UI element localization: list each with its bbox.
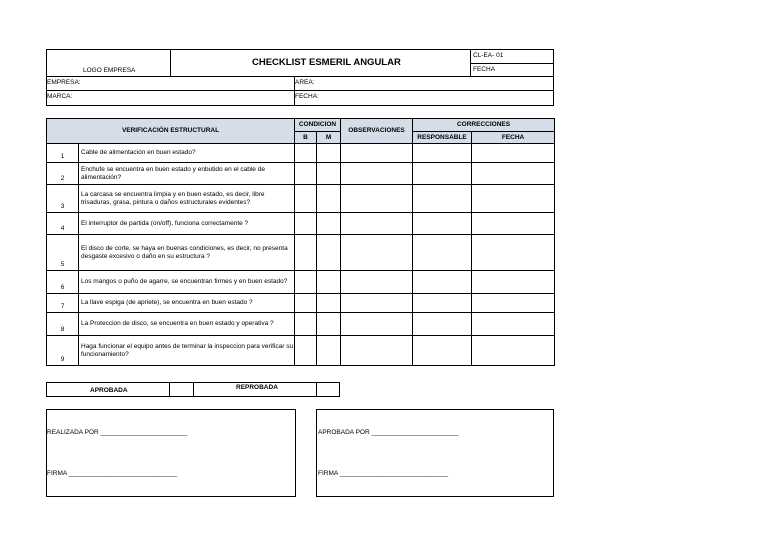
cell-responsable[interactable] <box>413 144 472 163</box>
cell-fecha[interactable] <box>472 163 555 185</box>
aprobada-label: APROBADA <box>90 387 128 394</box>
cell-b[interactable] <box>295 163 317 185</box>
cell-responsable[interactable] <box>413 271 472 294</box>
table-row <box>47 313 555 336</box>
cell-m[interactable] <box>317 313 341 336</box>
cell-m[interactable] <box>317 144 341 163</box>
cell-fecha[interactable] <box>472 185 555 213</box>
cell-responsable[interactable] <box>413 313 472 336</box>
row-question: El interruptor de partida (on/off), funciona correctamente ? <box>79 213 295 235</box>
cell-responsable[interactable] <box>413 294 472 313</box>
table-row <box>47 185 555 213</box>
cell-b[interactable] <box>295 313 317 336</box>
cell-observaciones[interactable] <box>341 235 413 271</box>
condicion-m-header: M <box>317 132 341 144</box>
cell-b[interactable] <box>295 294 317 313</box>
fecha-label: FECHA <box>473 66 496 73</box>
cell-fecha[interactable] <box>472 271 555 294</box>
fecha-col-header: FECHA <box>472 132 555 144</box>
row-number: 5 <box>47 235 79 271</box>
cell-fecha[interactable] <box>472 213 555 235</box>
row-number: 2 <box>47 163 79 185</box>
cell-b[interactable] <box>295 235 317 271</box>
verificacion-header: VERIFICACIÓN ESTRUCTURAL <box>47 119 295 144</box>
cell-fecha[interactable] <box>472 313 555 336</box>
table-row <box>47 235 555 271</box>
row-question: La Proteccion de disco, se encuentra en buen estado y operativa ? <box>79 313 295 336</box>
row-question: Cable de alimentación en buen estado? <box>79 144 295 163</box>
fecha2-field[interactable] <box>294 90 554 106</box>
cell-m[interactable] <box>317 294 341 313</box>
cell-b[interactable] <box>295 271 317 294</box>
table-row <box>47 336 555 366</box>
row-question: El disco de corte, se haya en buenas condiciones, es decir, no presenta desgaste excesivo o daño en su estructura ? <box>79 235 295 271</box>
row-number: 7 <box>47 294 79 313</box>
cell-b[interactable] <box>295 185 317 213</box>
area-field[interactable] <box>294 76 554 91</box>
cell-fecha[interactable] <box>472 235 555 271</box>
table-row <box>47 271 555 294</box>
row-number: 3 <box>47 185 79 213</box>
row-question: La llave espiga (de apriete), se encuentra en buen estado ? <box>79 294 295 313</box>
cell-responsable[interactable] <box>413 163 472 185</box>
row-question: Enchufe se encuentra en buen estado y enbutido en el cable de alimentación? <box>79 163 295 185</box>
cell-m[interactable] <box>317 213 341 235</box>
cell-fecha[interactable] <box>472 294 555 313</box>
cell-m[interactable] <box>317 235 341 271</box>
row-number: 8 <box>47 313 79 336</box>
row-number: 4 <box>47 213 79 235</box>
cell-responsable[interactable] <box>413 235 472 271</box>
observaciones-header: OBSERVACIONES <box>341 119 413 144</box>
firma-left-field[interactable]: FIRMA ______________________________ <box>47 470 178 477</box>
cell-observaciones[interactable] <box>341 271 413 294</box>
table-row <box>47 163 555 185</box>
cell-observaciones[interactable] <box>341 144 413 163</box>
cell-m[interactable] <box>317 185 341 213</box>
firma-right-field[interactable]: FIRMA ______________________________ <box>318 470 449 477</box>
empresa-field[interactable] <box>46 76 295 91</box>
cell-responsable[interactable] <box>413 213 472 235</box>
form-title: CHECKLIST ESMERIL ANGULAR <box>252 57 401 68</box>
condicion-header: CONDICION <box>295 119 341 132</box>
responsable-header: RESPONSABLE <box>413 132 472 144</box>
area-label: AREA: <box>295 79 315 86</box>
form-code: CL-EA- 01 <box>473 52 504 59</box>
table-row <box>47 294 555 313</box>
table-row <box>47 213 555 235</box>
condicion-b-header: B <box>295 132 317 144</box>
cell-b[interactable] <box>295 144 317 163</box>
cell-b[interactable] <box>295 336 317 366</box>
reprobada-label: REPROBADA <box>236 384 278 391</box>
row-number: 9 <box>47 336 79 366</box>
signature-box-right <box>316 409 554 497</box>
aprobada-por-field[interactable]: APROBADA POR ________________________ <box>318 429 459 436</box>
fecha2-label: FECHA: <box>295 93 319 100</box>
logo-label: LOGO EMPRESA <box>83 67 136 74</box>
cell-fecha[interactable] <box>472 144 555 163</box>
cell-m[interactable] <box>317 163 341 185</box>
correcciones-header: CORRECCIONES <box>413 119 555 132</box>
aprobada-checkbox[interactable] <box>169 382 194 397</box>
marca-field[interactable] <box>46 90 295 106</box>
marca-label: MARCA: <box>47 93 73 100</box>
table-row <box>47 144 555 163</box>
cell-responsable[interactable] <box>413 185 472 213</box>
reprobada-checkbox[interactable] <box>316 382 340 397</box>
cell-m[interactable] <box>317 271 341 294</box>
signature-box-left <box>46 409 296 497</box>
cell-observaciones[interactable] <box>341 294 413 313</box>
cell-observaciones[interactable] <box>341 185 413 213</box>
row-question: La carcasa se encuentra limpia y en buen estado, es decir, libre trisaduras, grasa, pintura o daños estructurales evidentes? <box>79 185 295 213</box>
row-number: 1 <box>47 144 79 163</box>
cell-fecha[interactable] <box>472 336 555 366</box>
cell-observaciones[interactable] <box>341 213 413 235</box>
row-number: 6 <box>47 271 79 294</box>
cell-observaciones[interactable] <box>341 336 413 366</box>
cell-m[interactable] <box>317 336 341 366</box>
empresa-label: EMPRESA: <box>47 79 81 86</box>
row-question: Haga funcionar el equipo antes de terminar la inspeccion para verificar su funcionamiento? <box>79 336 295 366</box>
cell-observaciones[interactable] <box>341 163 413 185</box>
cell-observaciones[interactable] <box>341 313 413 336</box>
row-question: Los mangos o puño de agarre, se encuentran firmes y en buen estado? <box>79 271 295 294</box>
realizada-por-field[interactable]: REALIZADA POR ________________________ <box>47 429 188 436</box>
checklist-table <box>46 118 555 366</box>
cell-b[interactable] <box>295 213 317 235</box>
cell-responsable[interactable] <box>413 336 472 366</box>
